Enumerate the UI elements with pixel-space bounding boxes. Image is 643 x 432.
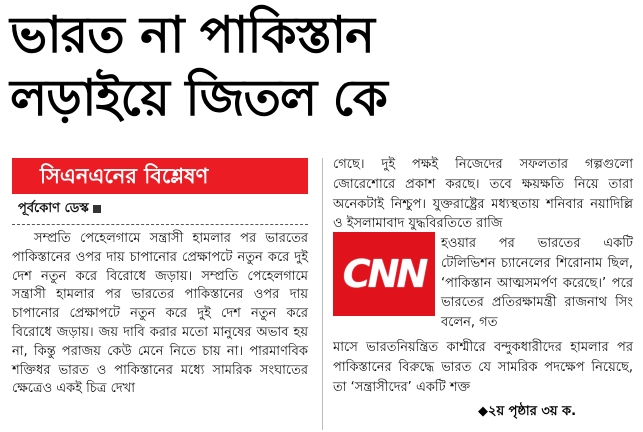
headline — [10, 4, 636, 130]
headline-line-1: ভারত না পাকিস্তান — [10, 6, 374, 64]
headline-line-2: লড়াইয়ে জিতল কে — [10, 69, 387, 127]
byline — [18, 199, 101, 220]
article-right-column-top: গেছে। দুই পক্ষই নিজেদের সফলতার গল্পগুলো জোরেশোরে প্রকাশ করছে। তবে ক্ষয়ক্ষতি নিয়ে তারা অনেকটাই নিশ্চুপ। যুক্তরাষ্ট্রের মধ্যস্থতায় শনিবার নয়াদিল্লি ও ইসলামাবাদ যুদ্ধবিরতিতে রাজি — [333, 157, 633, 232]
square-bullet-icon — [93, 205, 101, 213]
article-paragraph: সম্প্রতি পেহেলগামে সন্ত্রাসী হামলার পর ভারতের পাকিস্তানের ওপর দায় চাপানোর প্রেক্ষাপটে নতুন করে দুই দেশ নতুন করে বিরোধে জড়ায়। সম্প্রতি পেহেলগামে সন্ত্রাসী হামলার পর ভারতের পাকিস্তানের ওপর দায় চাপানোর প্রেক্ষাপটে নতুন করে দুই দেশ নতুন করে বিরোধে জড়ায়। জয় দাবি করার মতো মানুষের অভাব হয় না, কিন্তু পরাজয় কেউ মেনে নিতে চায় না। পারমাণবিক শক্তিধর ভারত ও পাকিস্তানের মধ্যে সামরিক সংঘাতের ক্ষেত্রেও একই চিত্র দেখা — [12, 231, 308, 397]
article-right-column-beside-logo: হওয়ার পর ভারতের একটি টেলিভিশন চ্যানেলের শিরোনাম ছিল, ‘পাকিস্তান আত্মসমর্পণ করেছে।’ পরে ভারতের প্রতিরক্ষামন্ত্রী রাজনাথ সিং বলেন, গত — [441, 236, 633, 331]
column-divider — [322, 158, 323, 430]
section-tag: সিএনএনের বিশ্লেষণ — [12, 158, 308, 194]
byline-divider — [12, 224, 308, 225]
cnn-logo — [333, 232, 435, 316]
byline-text: পূর্বকোণ ডেস্ক — [18, 201, 89, 216]
continued-on-page-note: ◆২য় পৃষ্ঠার ৩য় ক. — [478, 404, 577, 419]
article-left-column — [12, 230, 308, 399]
cnn-logo-text: CNN — [342, 252, 426, 296]
article-right-column-bottom: মাসে ভারতনিয়ন্ত্রিত কাশ্মীরে বন্দুকধারীদের হামলার পর পাকিস্তানের বিরুদ্ধে ভারত যে সামরিক পদক্ষেপ নিয়েছে, তা ‘সন্ত্রাসীদের’ একটি শক্ত — [333, 340, 633, 395]
